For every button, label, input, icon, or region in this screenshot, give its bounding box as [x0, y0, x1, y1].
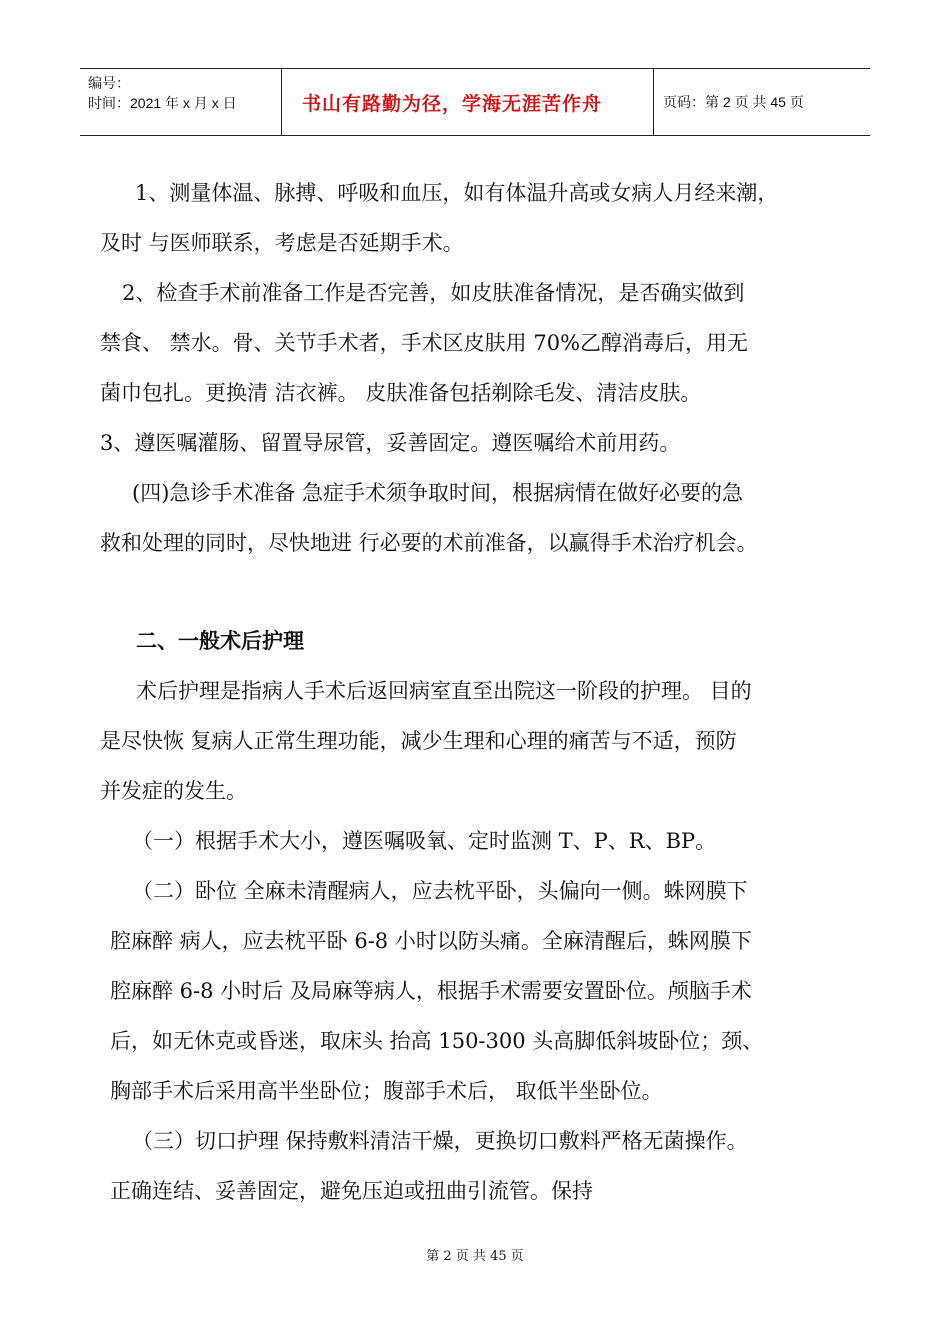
paragraph-line: （二）卧位 全麻未清醒病人，应去枕平卧，头偏向一侧。蛛网膜下 — [132, 879, 748, 903]
number-label: 编号： — [88, 75, 130, 91]
paragraph-line: 并发症的发生。 — [100, 779, 247, 803]
paragraph-line: 正确连结、妥善固定，避免压迫或扭曲引流管。保持 — [110, 1179, 593, 1203]
header-motto-cell — [282, 69, 654, 135]
header-meta-cell — [80, 69, 282, 135]
header-page-cell — [654, 69, 870, 135]
section-heading: 二、一般术后护理 — [136, 629, 304, 653]
paragraph-line: 2、检查手术前准备工作是否完善，如皮肤准备情况，是否确实做到 — [122, 281, 745, 305]
paragraph-line: 腔麻醉 病人，应去枕平卧 6-8 小时以防头痛。全麻清醒后，蛛网膜下 — [110, 929, 752, 953]
page-footer — [0, 1245, 950, 1264]
paragraph-line: 腔麻醉 6-8 小时后 及局麻等病人，根据手术需要安置卧位。颅脑手术 — [110, 979, 752, 1003]
paragraph-line: 3、遵医嘱灌肠、留置导尿管，妥善固定。遵医嘱给术前用药。 — [100, 431, 681, 455]
paragraph-line: 禁食、 禁水。骨、关节手术者，手术区皮肤用 70%乙醇消毒后，用无 — [100, 331, 749, 355]
paragraph-line: （一）根据手术大小，遵医嘱吸氧、定时监测 T、P、R、BP。 — [132, 829, 717, 853]
time-label: 时间：2021 年 x 月 x 日 — [88, 95, 237, 111]
paragraph-line: 后，如无休克或昏迷，取床头 抬高 150-300 头高脚低斜坡卧位；颈、 — [110, 1029, 764, 1053]
paragraph-line: 术后护理是指病人手术后返回病室直至出院这一阶段的护理。 目的 — [136, 679, 752, 703]
paragraph-line: 胸部手术后采用高半坐卧位；腹部手术后， 取低半坐卧位。 — [110, 1079, 663, 1103]
footer-page-number: 第 2 页 共 45 页 — [426, 1249, 524, 1264]
paragraph-line: 是尽快恢 复病人正常生理功能，减少生理和心理的痛苦与不适，预防 — [100, 729, 737, 753]
motto-text: 书山有路勤为径，学海无涯苦作舟 — [302, 92, 603, 115]
header-table — [80, 68, 870, 136]
paragraph-line: 1、测量体温、脉搏、呼吸和血压，如有体温升高或女病人月经来潮， — [135, 181, 779, 205]
page-label: 页码：第 2 页 共 45 页 — [663, 94, 804, 110]
paragraph-line: 救和处理的同时，尽快地进 行必要的术前准备，以赢得手术治疗机会。 — [100, 531, 758, 555]
paragraph-line: （三）切口护理 保持敷料清洁干燥，更换切口敷料严格无菌操作。 — [132, 1129, 748, 1153]
paragraph-line: (四)急诊手术准备 急症手术须争取时间，根据病情在做好必要的急 — [132, 481, 744, 505]
paragraph-line: 菌巾包扎。更换清 洁衣裤。 皮肤准备包括剃除毛发、清洁皮肤。 — [100, 381, 702, 405]
paragraph-line: 及时 与医师联系，考虑是否延期手术。 — [100, 231, 464, 255]
